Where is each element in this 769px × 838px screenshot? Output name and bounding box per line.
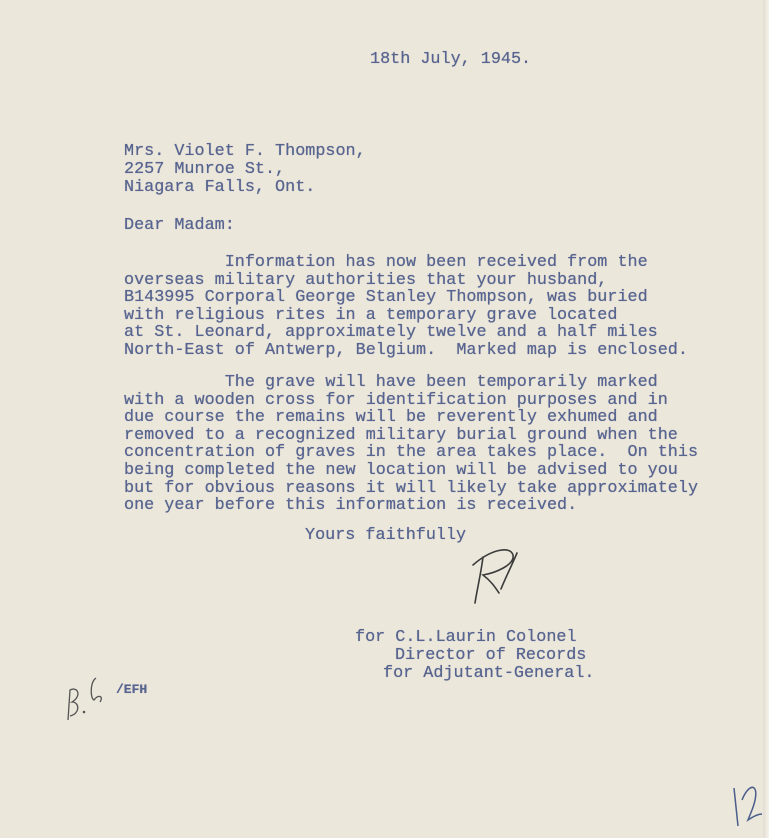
handwritten-initials bbox=[62, 670, 112, 725]
paragraph-2 bbox=[124, 374, 698, 515]
signature-line-3: for Adjutant-General. bbox=[383, 664, 595, 683]
paragraph-line: with a wooden cross for identification purposes and in bbox=[124, 390, 668, 410]
paragraph-1 bbox=[124, 254, 688, 360]
signature-line-2: Director of Records bbox=[395, 646, 587, 665]
paper-edge bbox=[763, 0, 769, 838]
salutation: Dear Madam: bbox=[124, 216, 235, 235]
recipient-street: 2257 Munroe St., bbox=[124, 160, 286, 179]
paragraph-line: due course the remains will be reverently exhumed and bbox=[124, 408, 658, 428]
paragraph-line: Information has now been received from the bbox=[124, 253, 648, 272]
paragraph-line: overseas military authorities that your husband, bbox=[124, 270, 608, 290]
paragraph-line: The grave will have been temporarily marked bbox=[124, 373, 658, 392]
paragraph-line: B143995 Corporal George Stanley Thompson, was buried bbox=[124, 288, 648, 308]
paragraph-line: North-East of Antwerp, Belgium. Marked map is enclosed. bbox=[124, 340, 688, 360]
typist-reference: /EFH bbox=[116, 682, 148, 697]
paragraph-line: concentration of graves in the area takes place. On this bbox=[124, 443, 699, 463]
paragraph-line: removed to a recognized military burial ground when the bbox=[124, 425, 678, 445]
signature-line-1: for C.L.Laurin Colonel bbox=[355, 628, 577, 647]
paragraph-line: being completed the new location will be advised to you bbox=[124, 460, 678, 480]
recipient-name: Mrs. Violet F. Thompson, bbox=[124, 142, 366, 161]
closing: Yours faithfully bbox=[305, 526, 467, 545]
paragraph-line: with religious rites in a temporary grave located bbox=[124, 305, 618, 325]
paragraph-line: one year before this information is received. bbox=[124, 496, 578, 516]
paragraph-line: at St. Leonard, approximately twelve and a half miles bbox=[124, 323, 658, 343]
handwritten-page-number bbox=[728, 770, 766, 830]
letter-date: 18th July, 1945. bbox=[370, 50, 532, 69]
recipient-city: Niagara Falls, Ont. bbox=[124, 178, 316, 197]
paragraph-line: but for obvious reasons it will likely take approximately bbox=[124, 478, 699, 498]
signature-mark bbox=[455, 545, 525, 610]
